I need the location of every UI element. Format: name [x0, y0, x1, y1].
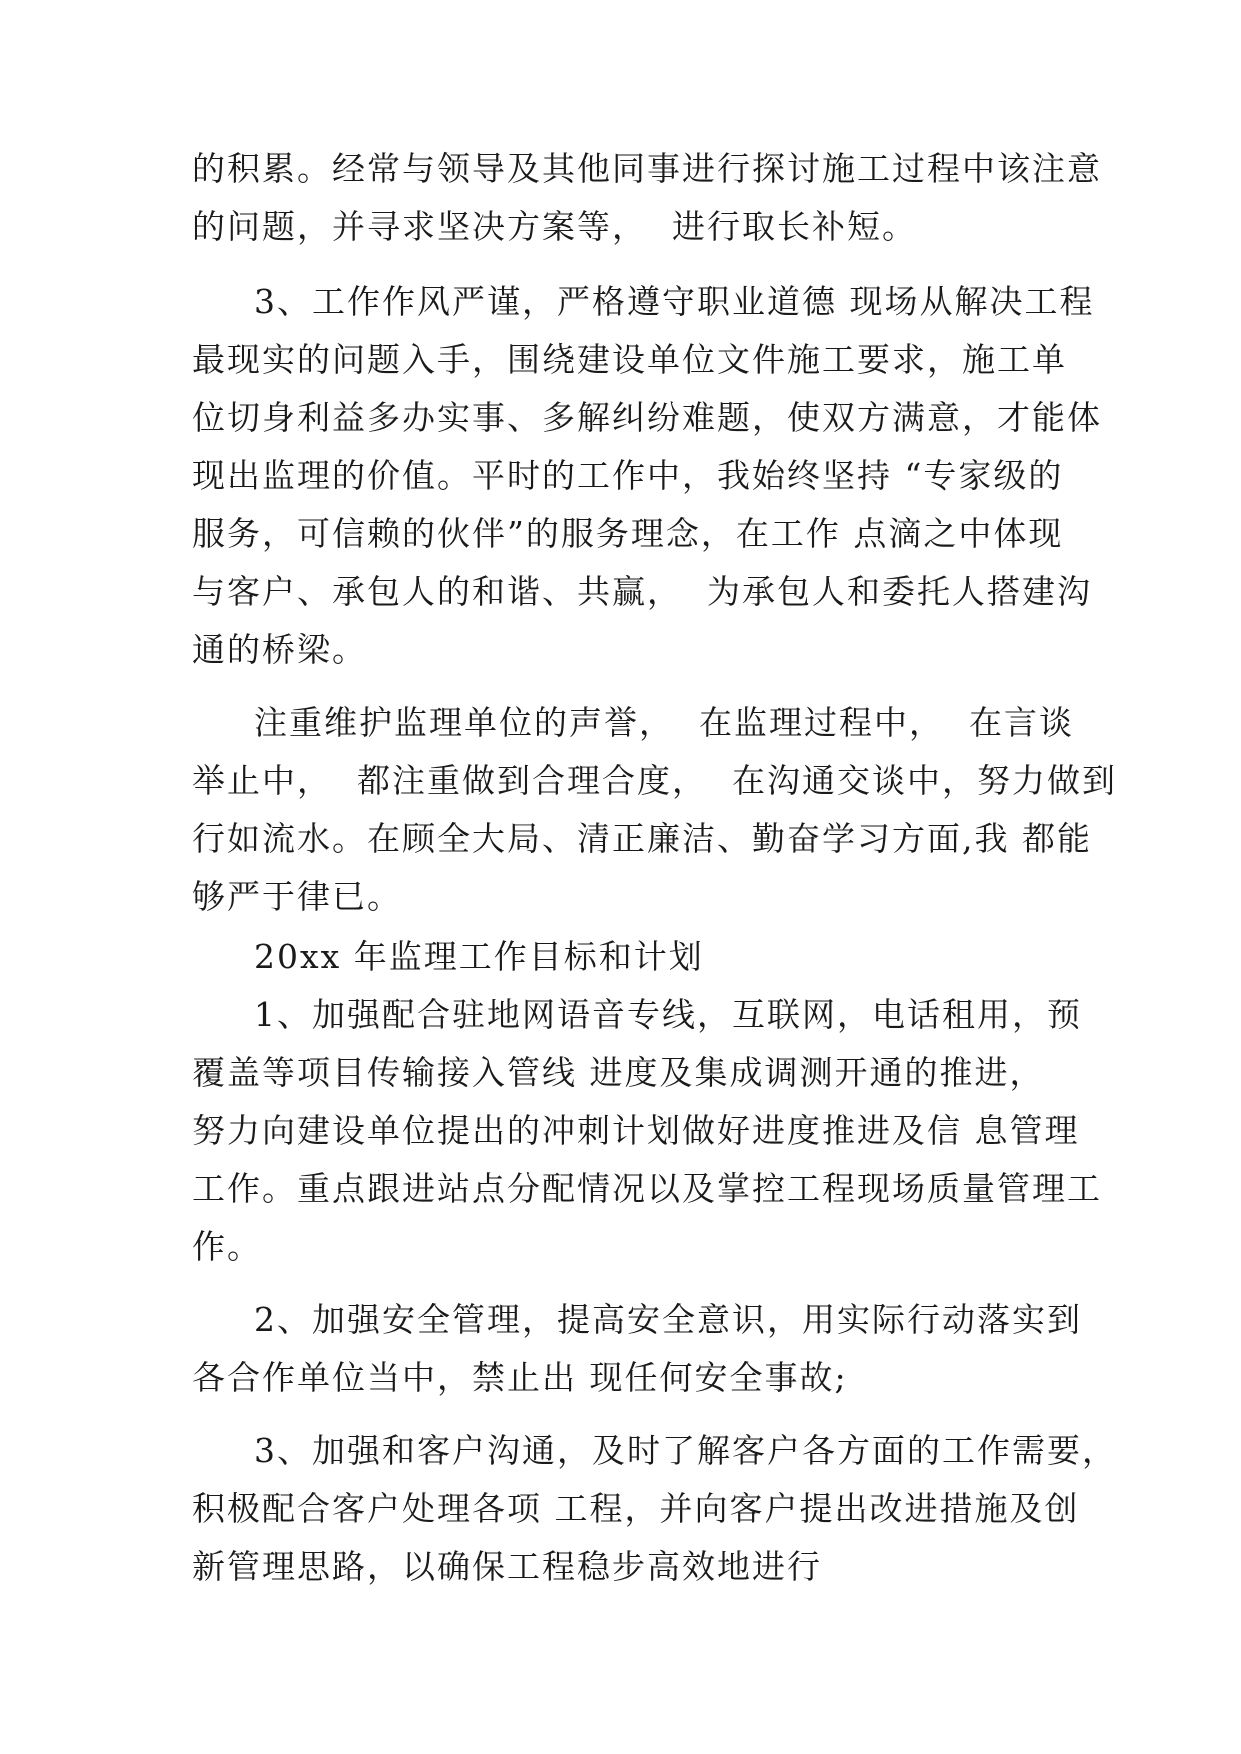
paragraph-first-line: 3、加强和客户沟通，及时了解客户各方面的工作需要，	[254, 1431, 1117, 1470]
text-line: 行如流水。在顾全大局、清正廉洁、勤奋学习方面,我 都能	[192, 819, 1092, 858]
paragraph-first-line: 2、加强安全管理，提高安全意识，用实际行动落实到	[254, 1300, 1082, 1339]
text-line: 覆盖等项目传输接入管线 进度及集成调测开通的推进，	[192, 1053, 1045, 1092]
text-line: 最现实的问题入手，围绕建设单位文件施工要求，施工单	[192, 340, 1067, 379]
paragraph-first-line: 3、工作作风严谨，严格遵守职业道德 现场从解决工程	[254, 282, 1095, 321]
text-line: 现出监理的价值。平时的工作中，我始终坚持 “专家级的	[192, 456, 1064, 495]
text-line: 位切身利益多办实事、多解纠纷难题，使双方满意，才能体	[192, 398, 1102, 437]
paragraph-first-line: 注重维护监理单位的声誉， 在监理过程中， 在言谈	[254, 703, 1074, 742]
text-line: 与客户、承包人的和谐、共赢， 为承包人和委托人搭建沟	[192, 572, 1092, 611]
text-line: 的积累。经常与领导及其他同事进行探讨施工过程中该注意	[192, 149, 1102, 188]
text-line: 够严于律已。	[192, 877, 402, 916]
section-heading: 20xx 年监理工作目标和计划	[254, 937, 704, 976]
text-line: 举止中， 都注重做到合理合度， 在沟通交谈中，努力做到	[192, 761, 1117, 800]
text-line: 积极配合客户处理各项 工程，并向客户提出改进措施及创	[192, 1489, 1080, 1528]
text-line: 各合作单位当中，禁止出 现任何安全事故;	[192, 1358, 848, 1397]
text-line: 工作。重点跟进站点分配情况以及掌控工程现场质量管理工	[192, 1169, 1102, 1208]
text-line: 新管理思路，以确保工程稳步高效地进行	[192, 1547, 822, 1586]
text-line: 的问题，并寻求坚决方案等， 进行取长补短。	[192, 207, 917, 246]
text-line: 服务，可信赖的伙伴”的服务理念，在工作 点滴之中体现	[192, 514, 1064, 553]
text-line: 通的桥梁。	[192, 630, 367, 669]
paragraph-first-line: 1、加强配合驻地网语音专线，互联网，电话租用，预	[254, 995, 1082, 1034]
text-line: 作。	[192, 1227, 262, 1266]
text-line: 努力向建设单位提出的冲刺计划做好进度推进及信 息管理	[192, 1111, 1080, 1150]
